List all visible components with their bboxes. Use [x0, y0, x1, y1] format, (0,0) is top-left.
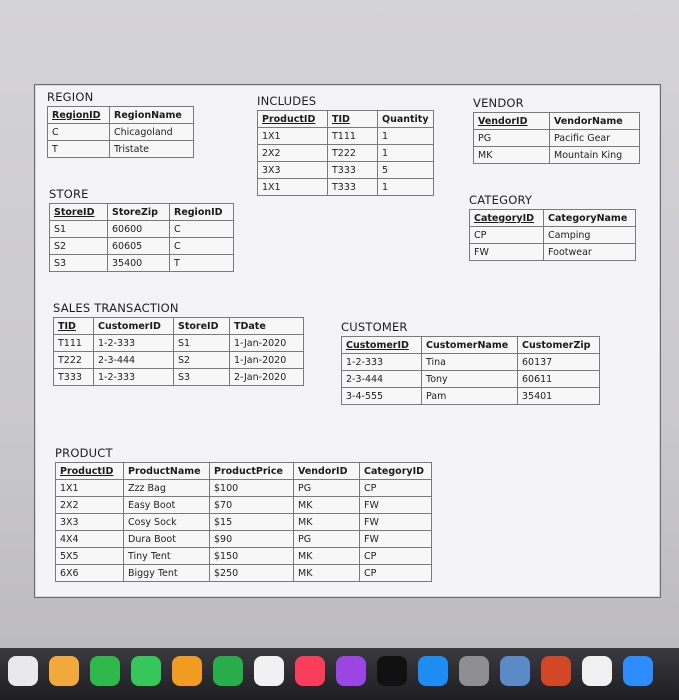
- column-header: CategoryID: [470, 210, 544, 227]
- table-cell: C: [170, 238, 234, 255]
- customer-caption: CUSTOMER: [341, 320, 408, 334]
- column-header: ProductName: [124, 463, 210, 480]
- column-header: RegionName: [110, 107, 194, 124]
- table-cell: 1-Jan-2020: [230, 335, 304, 352]
- column-header: CustomerZip: [518, 337, 600, 354]
- table-cell: Chicagoland: [110, 124, 194, 141]
- region-caption: REGION: [47, 90, 94, 104]
- product-grid: [55, 462, 432, 582]
- includes-grid: [257, 110, 434, 196]
- table-cell: Footwear: [544, 244, 636, 261]
- table-cell: FW: [360, 497, 432, 514]
- reminders-icon[interactable]: [8, 656, 38, 686]
- table-cell: T111: [54, 335, 94, 352]
- table-cell: 2X2: [56, 497, 124, 514]
- table-cell: FW: [360, 531, 432, 548]
- column-header: RegionID: [170, 204, 234, 221]
- table-cell: Tiny Tent: [124, 548, 210, 565]
- table-row: [342, 371, 600, 388]
- vendor-caption: VENDOR: [473, 96, 524, 110]
- table-row: [470, 227, 636, 244]
- column-header: VendorID: [474, 113, 550, 130]
- table-cell: S2: [50, 238, 108, 255]
- table-cell: 3X3: [56, 514, 124, 531]
- macos-dock: [0, 648, 679, 700]
- column-header: ProductID: [56, 463, 124, 480]
- table-cell: Pam: [422, 388, 518, 405]
- column-header: StoreID: [174, 318, 230, 335]
- table-cell: 1-2-333: [94, 369, 174, 386]
- table-cell: CP: [470, 227, 544, 244]
- column-header: ProductPrice: [210, 463, 294, 480]
- table-cell: T222: [328, 145, 378, 162]
- powerpoint-icon[interactable]: [541, 656, 571, 686]
- vendor-grid: [473, 112, 640, 164]
- table-cell: Cosy Sock: [124, 514, 210, 531]
- table-cell: MK: [294, 497, 360, 514]
- table-cell: T111: [328, 128, 378, 145]
- header-row: [48, 107, 194, 124]
- table-cell: PG: [294, 480, 360, 497]
- table-cell: C: [48, 124, 110, 141]
- table-cell: MK: [294, 548, 360, 565]
- table-row: [50, 221, 234, 238]
- table-row: [48, 141, 194, 158]
- table-cell: $100: [210, 480, 294, 497]
- product-table: [55, 445, 432, 582]
- column-header: CustomerID: [94, 318, 174, 335]
- zoom-icon[interactable]: [623, 656, 653, 686]
- column-header: VendorID: [294, 463, 360, 480]
- table-cell: Tina: [422, 354, 518, 371]
- table-cell: $250: [210, 565, 294, 582]
- column-header: CustomerName: [422, 337, 518, 354]
- table-cell: Mountain King: [550, 147, 640, 164]
- table-row: [56, 565, 432, 582]
- table-cell: 4X4: [56, 531, 124, 548]
- table-cell: $15: [210, 514, 294, 531]
- table-row: [48, 124, 194, 141]
- table-cell: 1X1: [258, 179, 328, 196]
- table-cell: CP: [360, 565, 432, 582]
- tv-icon[interactable]: [377, 656, 407, 686]
- table-cell: 2-3-444: [94, 352, 174, 369]
- column-header: StoreID: [50, 204, 108, 221]
- preview-icon[interactable]: [500, 656, 530, 686]
- table-cell: 3X3: [258, 162, 328, 179]
- table-row: [56, 531, 432, 548]
- table-cell: 35400: [108, 255, 170, 272]
- table-cell: 2-3-444: [342, 371, 422, 388]
- table-cell: $90: [210, 531, 294, 548]
- table-row: [56, 497, 432, 514]
- table-cell: CP: [360, 480, 432, 497]
- numbers-icon[interactable]: [213, 656, 243, 686]
- header-row: [342, 337, 600, 354]
- table-cell: 60611: [518, 371, 600, 388]
- header-row: [54, 318, 304, 335]
- product-caption: PRODUCT: [55, 446, 113, 460]
- table-cell: PG: [474, 130, 550, 147]
- region-grid: [47, 106, 194, 158]
- table-cell: FW: [470, 244, 544, 261]
- messages-icon[interactable]: [131, 656, 161, 686]
- table-row: [342, 354, 600, 371]
- table-cell: T222: [54, 352, 94, 369]
- sales-grid: [53, 317, 304, 386]
- store-table: [49, 186, 234, 272]
- table-cell: S1: [50, 221, 108, 238]
- table-cell: $70: [210, 497, 294, 514]
- header-row: [470, 210, 636, 227]
- category-table: [469, 192, 636, 261]
- music-icon[interactable]: [295, 656, 325, 686]
- category-caption: CATEGORY: [469, 193, 533, 207]
- column-header: TDate: [230, 318, 304, 335]
- header-row: [258, 111, 434, 128]
- table-row: [470, 244, 636, 261]
- column-header: TID: [328, 111, 378, 128]
- table-cell: C: [170, 221, 234, 238]
- table-row: [258, 145, 434, 162]
- table-cell: 60137: [518, 354, 600, 371]
- table-cell: T: [48, 141, 110, 158]
- header-row: [474, 113, 640, 130]
- table-row: [54, 335, 304, 352]
- region-table: [47, 89, 194, 158]
- table-row: [56, 548, 432, 565]
- table-cell: 3-4-555: [342, 388, 422, 405]
- table-cell: T333: [54, 369, 94, 386]
- table-cell: CP: [360, 548, 432, 565]
- table-row: [258, 128, 434, 145]
- table-cell: $150: [210, 548, 294, 565]
- table-cell: Zzz Bag: [124, 480, 210, 497]
- store-grid: [49, 203, 234, 272]
- column-header: ProductID: [258, 111, 328, 128]
- table-cell: S2: [174, 352, 230, 369]
- settings-icon[interactable]: [459, 656, 489, 686]
- table-cell: FW: [360, 514, 432, 531]
- table-cell: 1-Jan-2020: [230, 352, 304, 369]
- table-row: [342, 388, 600, 405]
- table-cell: Camping: [544, 227, 636, 244]
- store-caption: STORE: [49, 187, 89, 201]
- category-grid: [469, 209, 636, 261]
- table-cell: T: [170, 255, 234, 272]
- column-header: StoreZip: [108, 204, 170, 221]
- header-row: [50, 204, 234, 221]
- table-row: [258, 162, 434, 179]
- table-row: [474, 130, 640, 147]
- table-cell: Tristate: [110, 141, 194, 158]
- pages-icon[interactable]: [172, 656, 202, 686]
- table-cell: 2X2: [258, 145, 328, 162]
- table-cell: 60605: [108, 238, 170, 255]
- customer-grid: [341, 336, 600, 405]
- chrome-icon[interactable]: [582, 656, 612, 686]
- table-cell: 1-2-333: [342, 354, 422, 371]
- table-row: [474, 147, 640, 164]
- table-row: [54, 369, 304, 386]
- table-cell: Tony: [422, 371, 518, 388]
- table-cell: 5: [378, 162, 434, 179]
- table-row: [54, 352, 304, 369]
- column-header: Quantity: [378, 111, 434, 128]
- sales-transaction-table: [53, 300, 304, 386]
- table-cell: MK: [294, 514, 360, 531]
- table-row: [56, 514, 432, 531]
- table-row: [50, 238, 234, 255]
- table-cell: 6X6: [56, 565, 124, 582]
- table-cell: 1-2-333: [94, 335, 174, 352]
- table-cell: 1X1: [56, 480, 124, 497]
- facetime-icon[interactable]: [90, 656, 120, 686]
- table-row: [56, 480, 432, 497]
- table-cell: S3: [174, 369, 230, 386]
- table-row: [50, 255, 234, 272]
- table-cell: Biggy Tent: [124, 565, 210, 582]
- table-cell: 60600: [108, 221, 170, 238]
- column-header: RegionID: [48, 107, 110, 124]
- table-cell: MK: [474, 147, 550, 164]
- table-cell: Dura Boot: [124, 531, 210, 548]
- header-row: [56, 463, 432, 480]
- table-cell: 5X5: [56, 548, 124, 565]
- vendor-table: [473, 95, 640, 164]
- table-cell: 1: [378, 179, 434, 196]
- sales-caption: SALES TRANSACTION: [53, 301, 179, 315]
- table-cell: T333: [328, 179, 378, 196]
- table-cell: 1: [378, 128, 434, 145]
- column-header: VendorName: [550, 113, 640, 130]
- table-cell: S3: [50, 255, 108, 272]
- column-header: TID: [54, 318, 94, 335]
- news-icon[interactable]: [254, 656, 284, 686]
- includes-table: [257, 93, 434, 196]
- table-cell: PG: [294, 531, 360, 548]
- photos-icon[interactable]: [49, 656, 79, 686]
- table-cell: Pacific Gear: [550, 130, 640, 147]
- column-header: CategoryName: [544, 210, 636, 227]
- table-cell: 1: [378, 145, 434, 162]
- schema-sheet: [34, 84, 661, 598]
- table-cell: 35401: [518, 388, 600, 405]
- table-row: [258, 179, 434, 196]
- table-cell: Easy Boot: [124, 497, 210, 514]
- column-header: CustomerID: [342, 337, 422, 354]
- column-header: CategoryID: [360, 463, 432, 480]
- app-store-icon[interactable]: [418, 656, 448, 686]
- table-cell: MK: [294, 565, 360, 582]
- table-cell: S1: [174, 335, 230, 352]
- includes-caption: INCLUDES: [257, 94, 317, 108]
- customer-table: [341, 319, 600, 405]
- podcasts-icon[interactable]: [336, 656, 366, 686]
- table-cell: T333: [328, 162, 378, 179]
- table-cell: 1X1: [258, 128, 328, 145]
- table-cell: 2-Jan-2020: [230, 369, 304, 386]
